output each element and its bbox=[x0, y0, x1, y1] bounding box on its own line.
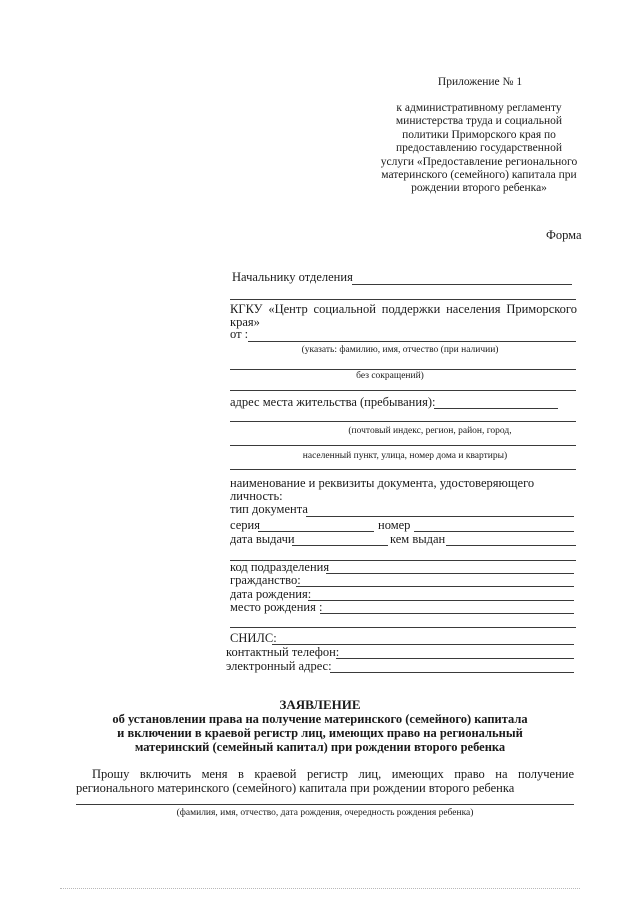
birth-date-label: дата рождения: bbox=[230, 587, 312, 601]
addressee-head-field[interactable] bbox=[352, 284, 572, 285]
regulation-line: услуги «Предоставление регионального bbox=[380, 155, 578, 168]
regulation-line: рождении второго ребенка» bbox=[411, 182, 547, 195]
regulation-line: предоставлению государственной bbox=[396, 142, 562, 155]
address-field[interactable] bbox=[434, 408, 558, 409]
child-details-caption: (фамилия, имя, отчество, дата рождения, очередность рождения ребенка) bbox=[176, 808, 474, 818]
appendix-number: Приложение № 1 bbox=[437, 76, 523, 88]
address-field-3[interactable] bbox=[230, 445, 576, 446]
scan-artifact bbox=[60, 888, 580, 890]
issued-by-field[interactable] bbox=[446, 545, 576, 546]
snils-label: СНИЛС: bbox=[230, 631, 277, 645]
issue-date-label: дата выдачи bbox=[230, 532, 295, 546]
identity-doc-label-cont: личность: bbox=[230, 489, 283, 503]
regulation-line: материнского (семейного) капитала при bbox=[381, 169, 577, 182]
birth-place-label: место рождения : bbox=[230, 600, 323, 614]
applicant-name-field-2[interactable] bbox=[230, 369, 576, 370]
addressee-head-field-2[interactable] bbox=[230, 299, 576, 300]
birth-date-field[interactable] bbox=[308, 600, 574, 601]
citizenship-field[interactable] bbox=[296, 586, 574, 587]
statement-body: Прошу включить меня в краевой регистр лиц, имеющих право на получение bbox=[92, 767, 574, 781]
email-field[interactable] bbox=[330, 672, 574, 673]
statement-title: ЗАЯВЛЕНИЕ bbox=[279, 697, 361, 712]
issued-by-label: кем выдан bbox=[390, 532, 446, 546]
doc-type-field[interactable] bbox=[306, 516, 574, 517]
statement-body-cont: регионального материнского (семейного) капитала при рождении второго ребенка bbox=[76, 781, 515, 795]
birth-place-field[interactable] bbox=[320, 613, 574, 614]
addressee-head-label: Начальнику отделения bbox=[232, 270, 353, 284]
birth-place-field-2[interactable] bbox=[230, 627, 576, 628]
applicant-name-field-3[interactable] bbox=[230, 390, 576, 391]
phone-field[interactable] bbox=[336, 658, 574, 659]
regulation-line: министерства труда и социальной bbox=[395, 115, 563, 128]
regulation-line: политики Приморского края по bbox=[402, 128, 556, 141]
series-label: серия bbox=[230, 518, 260, 532]
statement-subtitle: материнский (семейный капитал) при рождении второго ребенка bbox=[134, 740, 506, 754]
applicant-name-caption: (указать: фамилию, имя, отчество (при наличии) bbox=[301, 345, 499, 355]
citizenship-label: гражданство: bbox=[230, 573, 301, 587]
address-caption-1: (почтовый индекс, регион, район, город, bbox=[348, 426, 512, 436]
address-label: адрес места жительства (пребывания): bbox=[230, 395, 436, 409]
issue-date-field[interactable] bbox=[292, 545, 388, 546]
dept-code-label: код подразделения bbox=[230, 560, 330, 574]
applicant-name-caption-2: без сокращений) bbox=[356, 371, 424, 381]
statement-subtitle: об установлении права на получение материнского (семейного) капитала bbox=[112, 712, 528, 726]
doc-type-label: тип документа bbox=[230, 502, 308, 516]
form-label: Форма bbox=[546, 228, 582, 242]
child-details-field[interactable] bbox=[76, 804, 574, 805]
regulation-reference bbox=[370, 102, 588, 196]
address-caption-2: населенный пункт, улица, номер дома и квартиры) bbox=[302, 451, 508, 461]
regulation-line: к административному регламенту bbox=[396, 102, 562, 114]
address-field-4[interactable] bbox=[230, 469, 576, 470]
identity-doc-label: наименование и реквизиты документа, удостоверяющего bbox=[230, 476, 535, 490]
statement-subtitle: и включении в краевой регистр лиц, имеющих право на региональный bbox=[117, 726, 523, 740]
organization-name-cont: края» bbox=[230, 315, 260, 329]
from-label: от : bbox=[230, 327, 249, 341]
phone-label: контактный телефон: bbox=[226, 645, 340, 659]
dept-code-field[interactable] bbox=[326, 573, 574, 574]
applicant-name-field[interactable] bbox=[248, 341, 576, 342]
organization-name: КГКУ «Центр социальной поддержки населения Приморского bbox=[230, 302, 577, 316]
email-label: электронный адрес: bbox=[226, 659, 332, 673]
address-field-2[interactable] bbox=[230, 421, 576, 422]
number-label: номер bbox=[378, 518, 411, 532]
